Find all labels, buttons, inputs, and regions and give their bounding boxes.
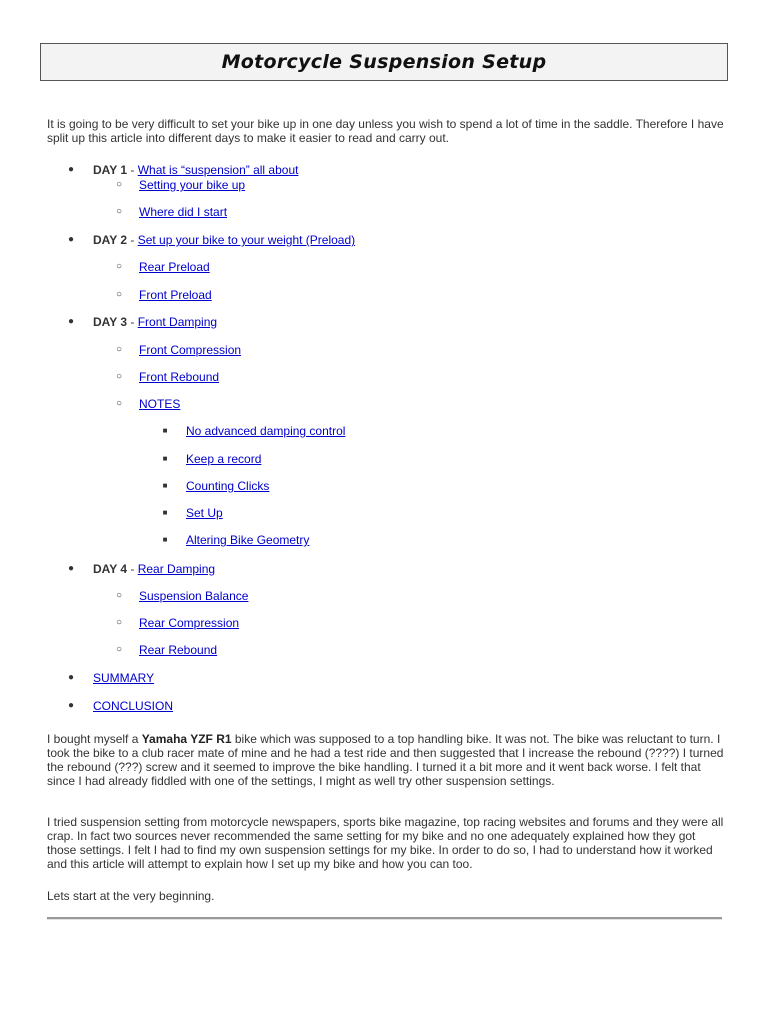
body-paragraph-1 bbox=[47, 732, 727, 788]
bullet-circle-icon: ○ bbox=[115, 398, 123, 409]
link-rear-rebound[interactable]: Rear Rebound bbox=[139, 643, 218, 657]
title-box bbox=[40, 43, 728, 81]
day1-separator: - bbox=[127, 163, 138, 177]
link-rear-preload[interactable]: Rear Preload bbox=[139, 260, 210, 274]
link-suspension-balance[interactable]: Suspension Balance bbox=[139, 589, 249, 603]
link-set-up[interactable]: Set Up bbox=[186, 506, 223, 520]
bullet-circle-icon: ○ bbox=[115, 179, 123, 190]
toc-day2-line bbox=[93, 233, 355, 247]
bullet-circle-icon: ○ bbox=[115, 371, 123, 382]
bullet-disc-icon: ● bbox=[67, 672, 75, 683]
body-paragraph-2: I tried suspension setting from motorcycle newspapers, sports bike magazine, top racing websites and forums and they were all crap. In fact two sources never recommended the same setting for my bike and no one adequately explained how they got those settings. I felt I had to find my own suspension settings for my bike. In order to do so, I had to understand how it worked and this article will attempt to explain how I set up my bike and how you can too. bbox=[47, 815, 724, 871]
bullet-circle-icon: ○ bbox=[115, 617, 123, 628]
bullet-circle-icon: ○ bbox=[115, 206, 123, 217]
link-what-is-suspension[interactable]: What is “suspension” all about bbox=[137, 163, 299, 177]
day3-label: DAY 3 bbox=[93, 315, 128, 329]
link-keep-record[interactable]: Keep a record bbox=[186, 452, 262, 466]
bullet-disc-icon: ● bbox=[67, 700, 75, 711]
bullet-square-icon: ■ bbox=[162, 508, 168, 517]
horizontal-divider bbox=[47, 917, 722, 920]
bullet-disc-icon: ● bbox=[67, 563, 75, 574]
link-setting-bike-up[interactable]: Setting your bike up bbox=[139, 178, 246, 192]
bullet-square-icon: ■ bbox=[162, 426, 168, 435]
bullet-disc-icon: ● bbox=[67, 316, 75, 327]
toc-day4-line bbox=[93, 562, 215, 576]
link-summary[interactable]: SUMMARY bbox=[93, 671, 155, 685]
link-front-preload[interactable]: Front Preload bbox=[139, 288, 212, 302]
bullet-circle-icon: ○ bbox=[115, 644, 123, 655]
bullet-square-icon: ■ bbox=[162, 454, 168, 463]
link-preload[interactable]: Set up your bike to your weight (Preload) bbox=[137, 233, 356, 247]
bullet-circle-icon: ○ bbox=[115, 261, 123, 272]
bullet-circle-icon: ○ bbox=[115, 344, 123, 355]
page-title: Motorcycle Suspension Setup bbox=[221, 51, 547, 73]
link-front-damping[interactable]: Front Damping bbox=[137, 315, 218, 329]
bullet-disc-icon: ● bbox=[67, 234, 75, 245]
bullet-circle-icon: ○ bbox=[115, 590, 123, 601]
day2-label: DAY 2 bbox=[93, 233, 128, 247]
p1-after: bike which was supposed to a top handling bike. It was not. The bike was reluctant to turn. I took the bike to a club racer mate of mine and he had a test ride and then suggested that I increase the rebound (????) I turned the rebound (???) screw and it seemed to improve the bike handling. I turned it a bit more and it went back worse. I felt that since I had already fiddled with one of the settings, I might as well try other suspension settings. bbox=[47, 732, 724, 788]
link-notes[interactable]: NOTES bbox=[139, 397, 181, 411]
link-conclusion[interactable]: CONCLUSION bbox=[93, 699, 174, 713]
link-rear-compression[interactable]: Rear Compression bbox=[139, 616, 240, 630]
link-counting-clicks[interactable]: Counting Clicks bbox=[186, 479, 270, 493]
link-rear-damping[interactable]: Rear Damping bbox=[137, 562, 216, 576]
day4-label: DAY 4 bbox=[93, 562, 128, 576]
day4-separator: - bbox=[127, 562, 138, 576]
bullet-circle-icon: ○ bbox=[115, 289, 123, 300]
link-where-did-i-start[interactable]: Where did I start bbox=[139, 205, 228, 219]
day3-separator: - bbox=[127, 315, 138, 329]
toc-day1-line bbox=[93, 163, 298, 177]
link-front-rebound[interactable]: Front Rebound bbox=[139, 370, 220, 384]
p1-before: I bought myself a bbox=[47, 732, 142, 746]
day1-label: DAY 1 bbox=[93, 163, 128, 177]
link-no-advanced-damping[interactable]: No advanced damping control bbox=[186, 424, 346, 438]
toc-day3-line bbox=[93, 315, 217, 329]
link-front-compression[interactable]: Front Compression bbox=[139, 343, 242, 357]
bullet-square-icon: ■ bbox=[162, 481, 168, 490]
intro-paragraph: It is going to be very difficult to set your bike up in one day unless you wish to spend a lot of time in the saddle. Therefore I have split up this article into different days to make it easier to read and carry out. bbox=[47, 117, 724, 145]
link-altering-geometry[interactable]: Altering Bike Geometry bbox=[186, 533, 310, 547]
day2-separator: - bbox=[127, 233, 138, 247]
p1-bike-model: Yamaha YZF R1 bbox=[141, 732, 232, 746]
bullet-disc-icon: ● bbox=[67, 164, 75, 175]
body-paragraph-3: Lets start at the very beginning. bbox=[47, 889, 215, 903]
bullet-square-icon: ■ bbox=[162, 535, 168, 544]
